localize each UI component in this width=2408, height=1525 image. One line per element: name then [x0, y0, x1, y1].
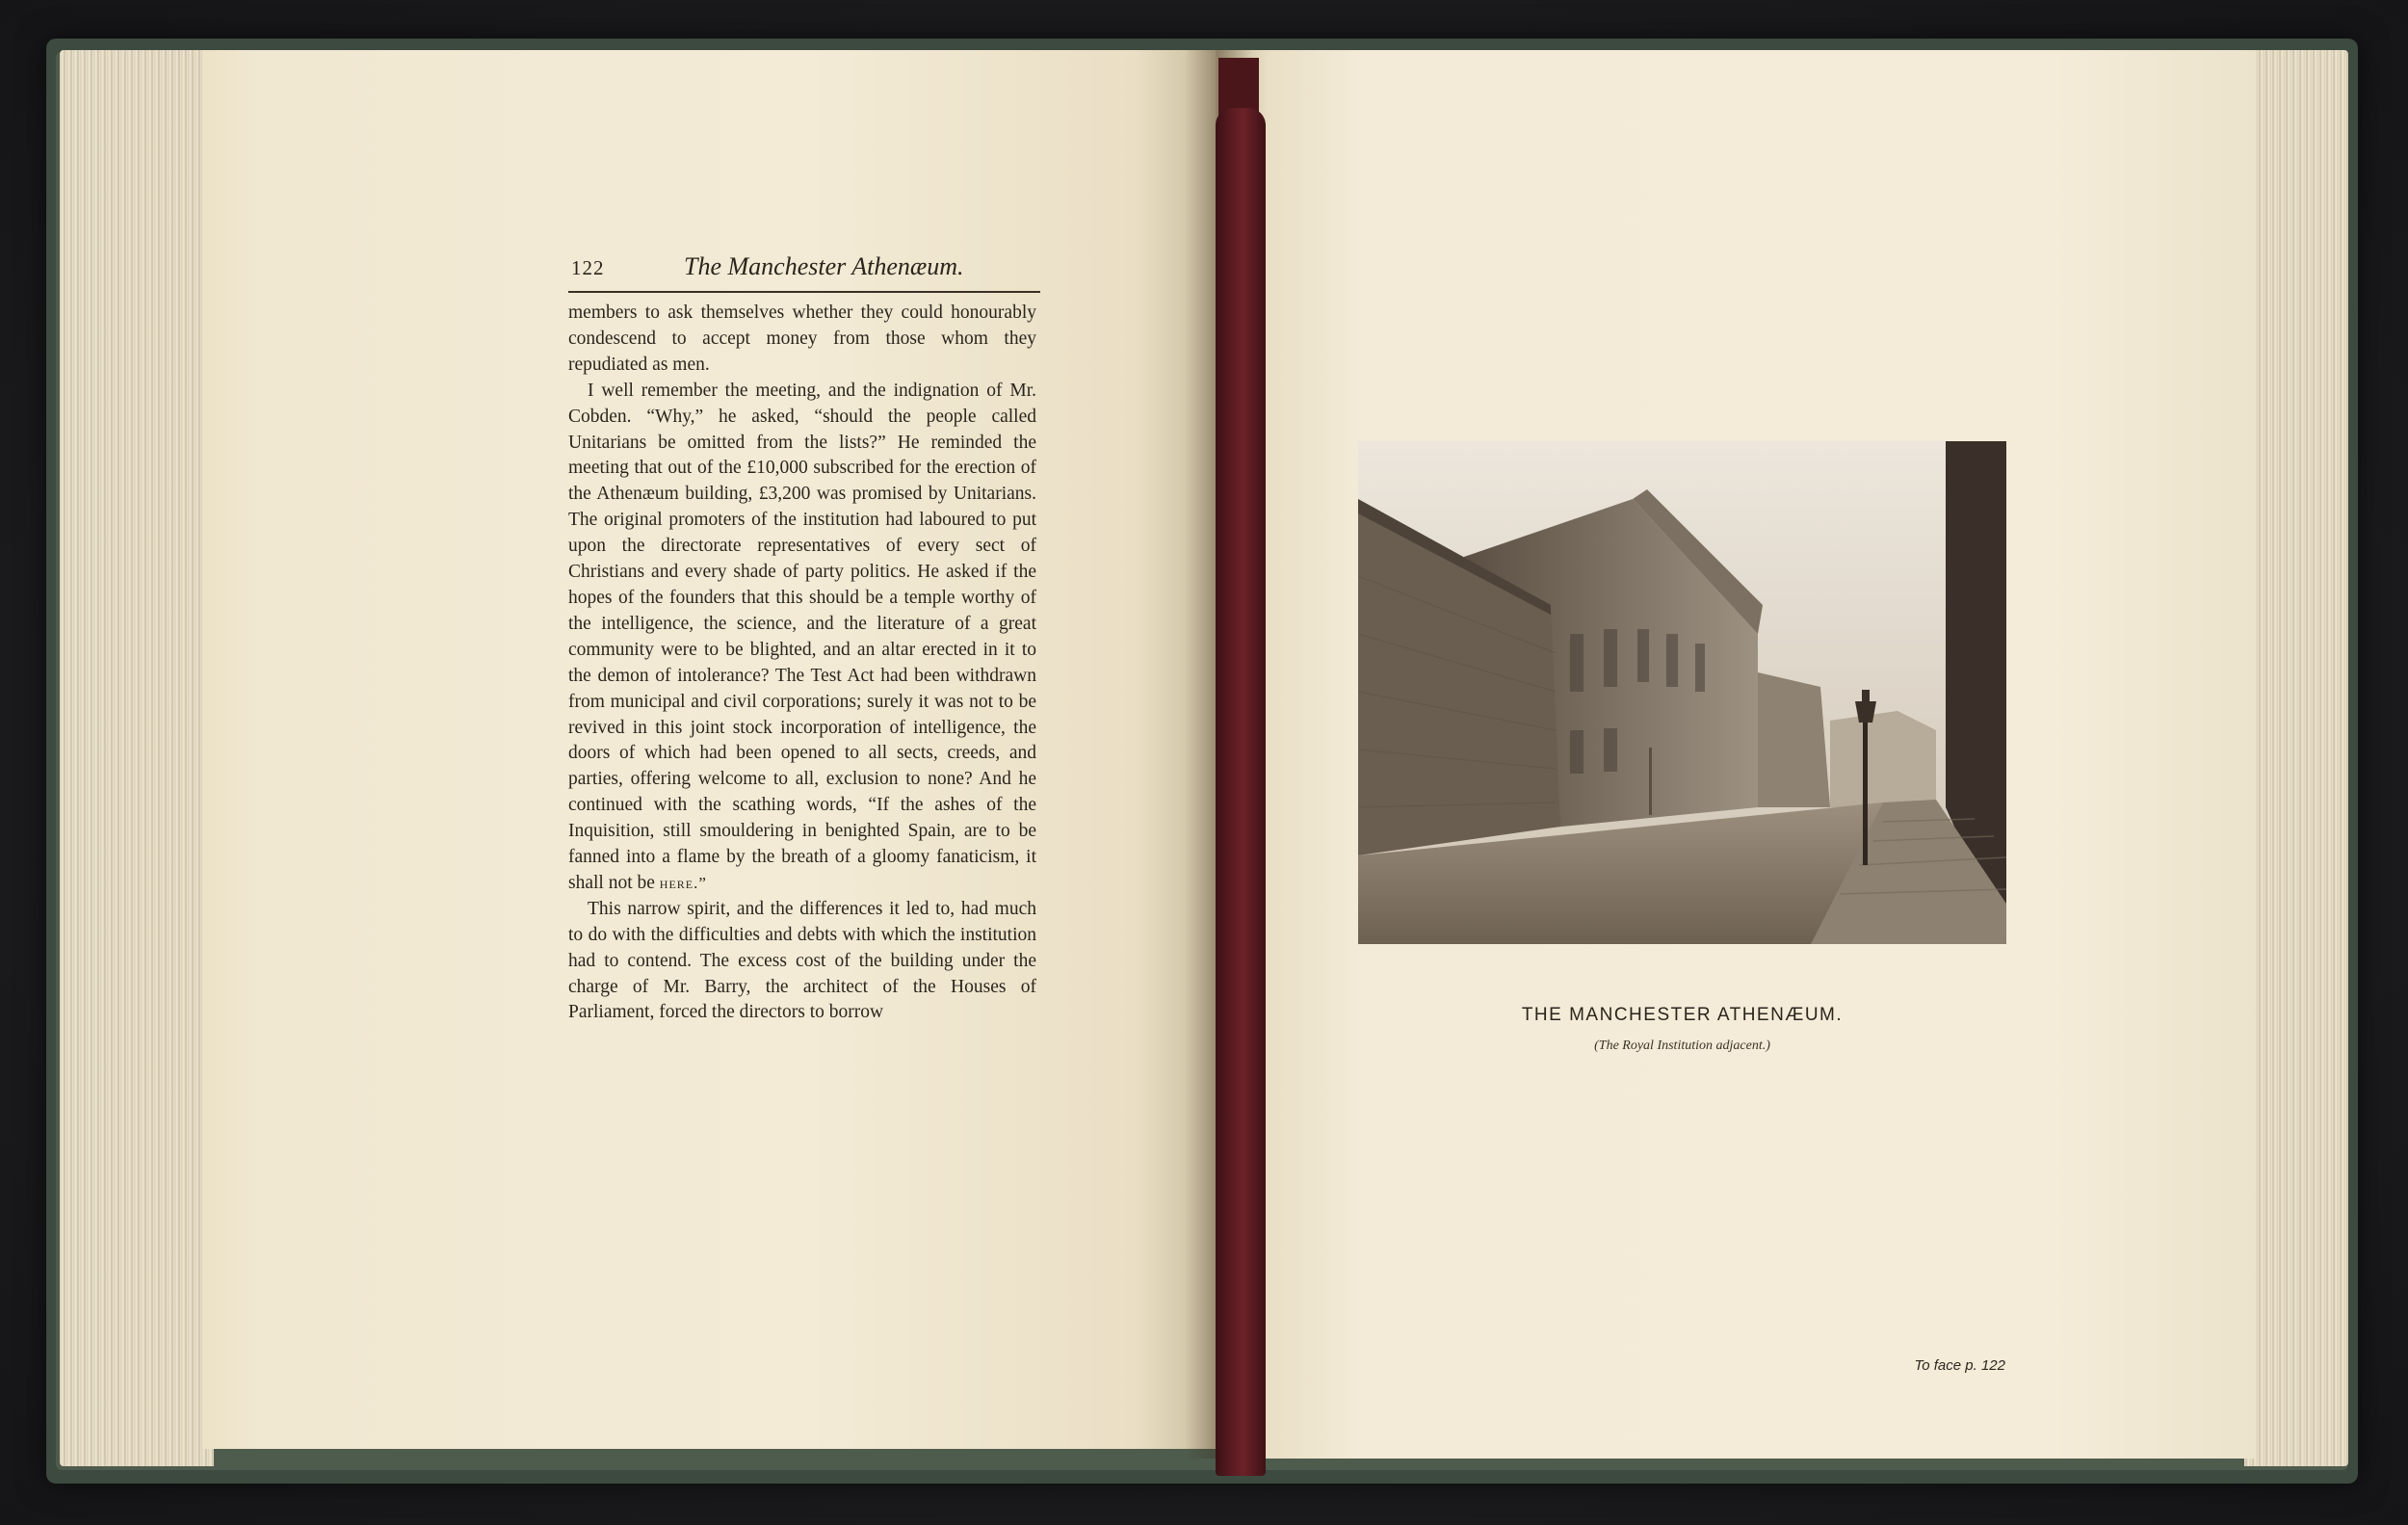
plate-caption: THE MANCHESTER ATHENÆUM. — [1521, 1005, 1844, 1025]
page-edges-left — [60, 50, 214, 1466]
bookmark-ribbon[interactable] — [1216, 108, 1266, 1476]
paragraph-1: members to ask themselves whether they could honourably condescend to accept money from those whom they repudiated as men. — [568, 302, 1036, 375]
plate-subcaption: (The Royal Institution adjacent.) — [1594, 1039, 1770, 1053]
plate-photograph — [1358, 441, 2006, 944]
page-number: 122 — [571, 256, 605, 279]
running-title: The Manchester Athenæum. — [684, 252, 964, 280]
paragraph-2-text: I well remember the meeting, and the indignation of Mr. Cobden. “Why,” he asked, “should the people called Unitarians be omitted from the lists?” He reminded the meeting that out of the £10,000 subscribed for the erection of the Athenæum building, £3,200 was promised by Unitarians. The original promoters of the institution had laboured to put upon the directorate representatives of every sect of Christians and every shade of party politics. He asked if the hopes of the founders that this should be a temple worthy of the intelligence, the science, and the literature of a great community were to be blighted, and an altar erected in it to the demon of intolerance? The Test Act had been withdrawn from municipal and civil corporations; surely it was not to be revived in this joint stock incorporation of intelligence, the doors of which had been opened to all sects, creeds, and parties, offering welcome to all, exclusion to none? And he continued with the scathing words, “If the ashes of the Inquisition, still smouldering in benighted Spain, are to be fanned into a flame by the breath of a gloomy fanaticism, it shall not be — [568, 380, 1036, 893]
page-edges-right — [2244, 50, 2348, 1466]
running-head — [568, 252, 1040, 293]
body-text — [568, 301, 1036, 1026]
paragraph-3: This narrow spirit, and the differences it led to, had much to do with the difficulties and debts with which the institution had to contend. The excess cost of the building under the charge of Mr. Barry, the architect of the Houses of Parliament, forced the directors to borrow — [568, 898, 1036, 1023]
paragraph-2 — [568, 379, 1036, 897]
facing-page-note: To face p. 122 — [1914, 1357, 2005, 1374]
quote-end: here.” — [659, 873, 707, 892]
